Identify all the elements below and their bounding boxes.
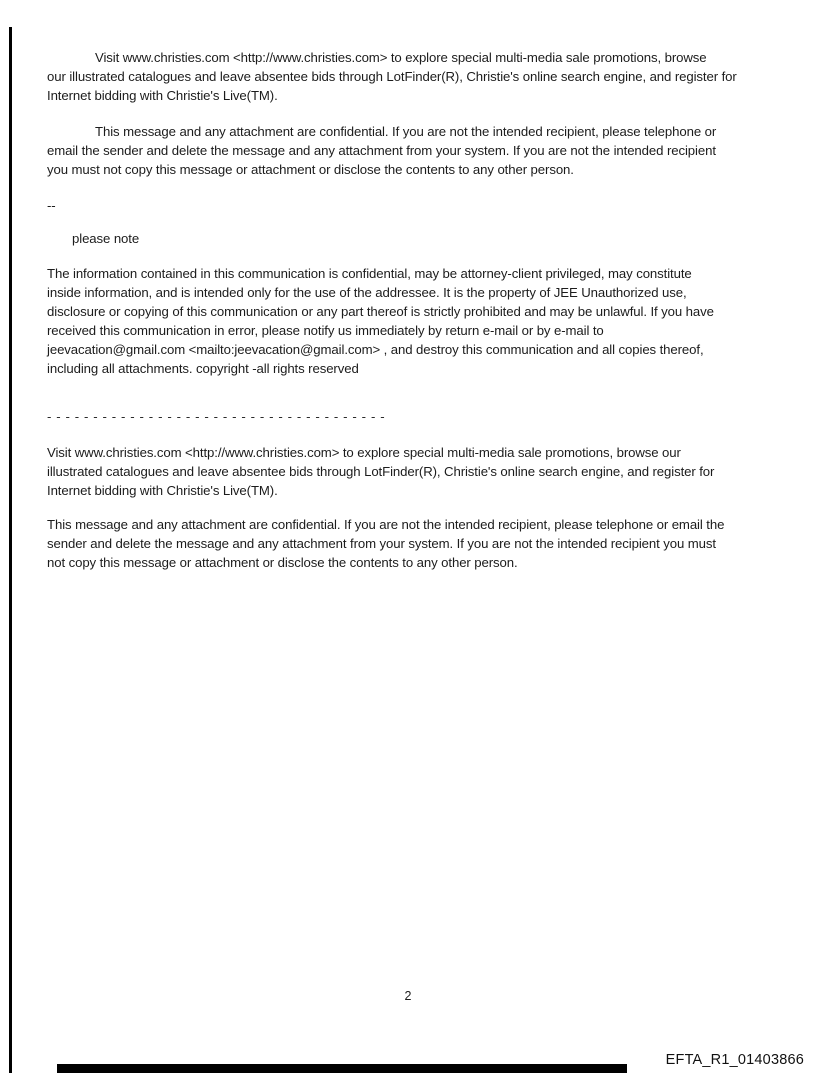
text-line: our illustrated catalogues and leave absentee bids through LotFinder(R), Christie's online search engine, and register for — [47, 69, 737, 84]
text-line: -- — [47, 198, 56, 213]
email-body-text — [47, 48, 777, 572]
please-note-line — [47, 229, 777, 248]
text-line: This message and any attachment are confidential. If you are not the intended recipient, please telephone or — [95, 124, 717, 139]
text-line: Visit www.christies.com <http://www.christies.com> to explore special multi-media sale promotions, browse our — [47, 445, 681, 460]
paragraph-visit-promo-2 — [47, 443, 777, 500]
paragraph-confidentiality-1 — [47, 122, 777, 179]
text-line: inside information, and is intended only for the use of the addressee. It is the property of JEE Unauthorized use, — [47, 285, 687, 300]
text-line: including all attachments. copyright -all rights reserved — [47, 361, 359, 376]
text-line: jeevacation@gmail.com <mailto:jeevacation@gmail.com> , and destroy this communication and all copies thereof, — [47, 342, 704, 357]
paragraph-legal-disclaimer — [47, 264, 777, 378]
text-line: illustrated catalogues and leave absentee bids through LotFinder(R), Christie's online search engine, and register for — [47, 464, 715, 479]
bates-number: EFTA_R1_01403866 — [665, 1052, 804, 1068]
text-line: not copy this message or attachment or disclose the contents to any other person. — [47, 555, 518, 570]
text-line: received this communication in error, please notify us immediately by return e-mail or by e-mail to — [47, 323, 604, 338]
signature-separator — [47, 196, 777, 215]
text-line: Internet bidding with Christie's Live(TM). — [47, 483, 278, 498]
text-line: Visit www.christies.com <http://www.christies.com> to explore special multi-media sale promotions, browse — [95, 50, 707, 65]
paragraph-visit-promo-1 — [47, 48, 777, 105]
text-line: disclosure or copying of this communication or any part thereof is strictly prohibited and may be unlawful. If you have — [47, 304, 714, 319]
dashed-divider — [47, 407, 777, 426]
text-line: This message and any attachment are confidential. If you are not the intended recipient, please telephone or email the — [47, 517, 725, 532]
paragraph-confidentiality-2 — [47, 515, 777, 572]
text-line: The information contained in this communication is confidential, may be attorney-client privileged, may constitute — [47, 266, 692, 281]
scan-artifact-bottom-edge — [57, 1064, 627, 1073]
text-line: email the sender and delete the message and any attachment from your system. If you are not the intended recipient — [47, 143, 716, 158]
text-line: - - - - - - - - - - - - - - - - - - - - - - - - - - - - - - - - - - - - - — [47, 409, 386, 424]
text-line: sender and delete the message and any attachment from your system. If you are not the intended recipient you must — [47, 536, 716, 551]
text-line: please note — [72, 231, 140, 246]
page-number: 2 — [404, 989, 412, 1003]
scan-artifact-left-edge — [9, 27, 12, 1073]
text-line: you must not copy this message or attachment or disclose the contents to any other person. — [47, 162, 574, 177]
text-line: Internet bidding with Christie's Live(TM). — [47, 88, 278, 103]
